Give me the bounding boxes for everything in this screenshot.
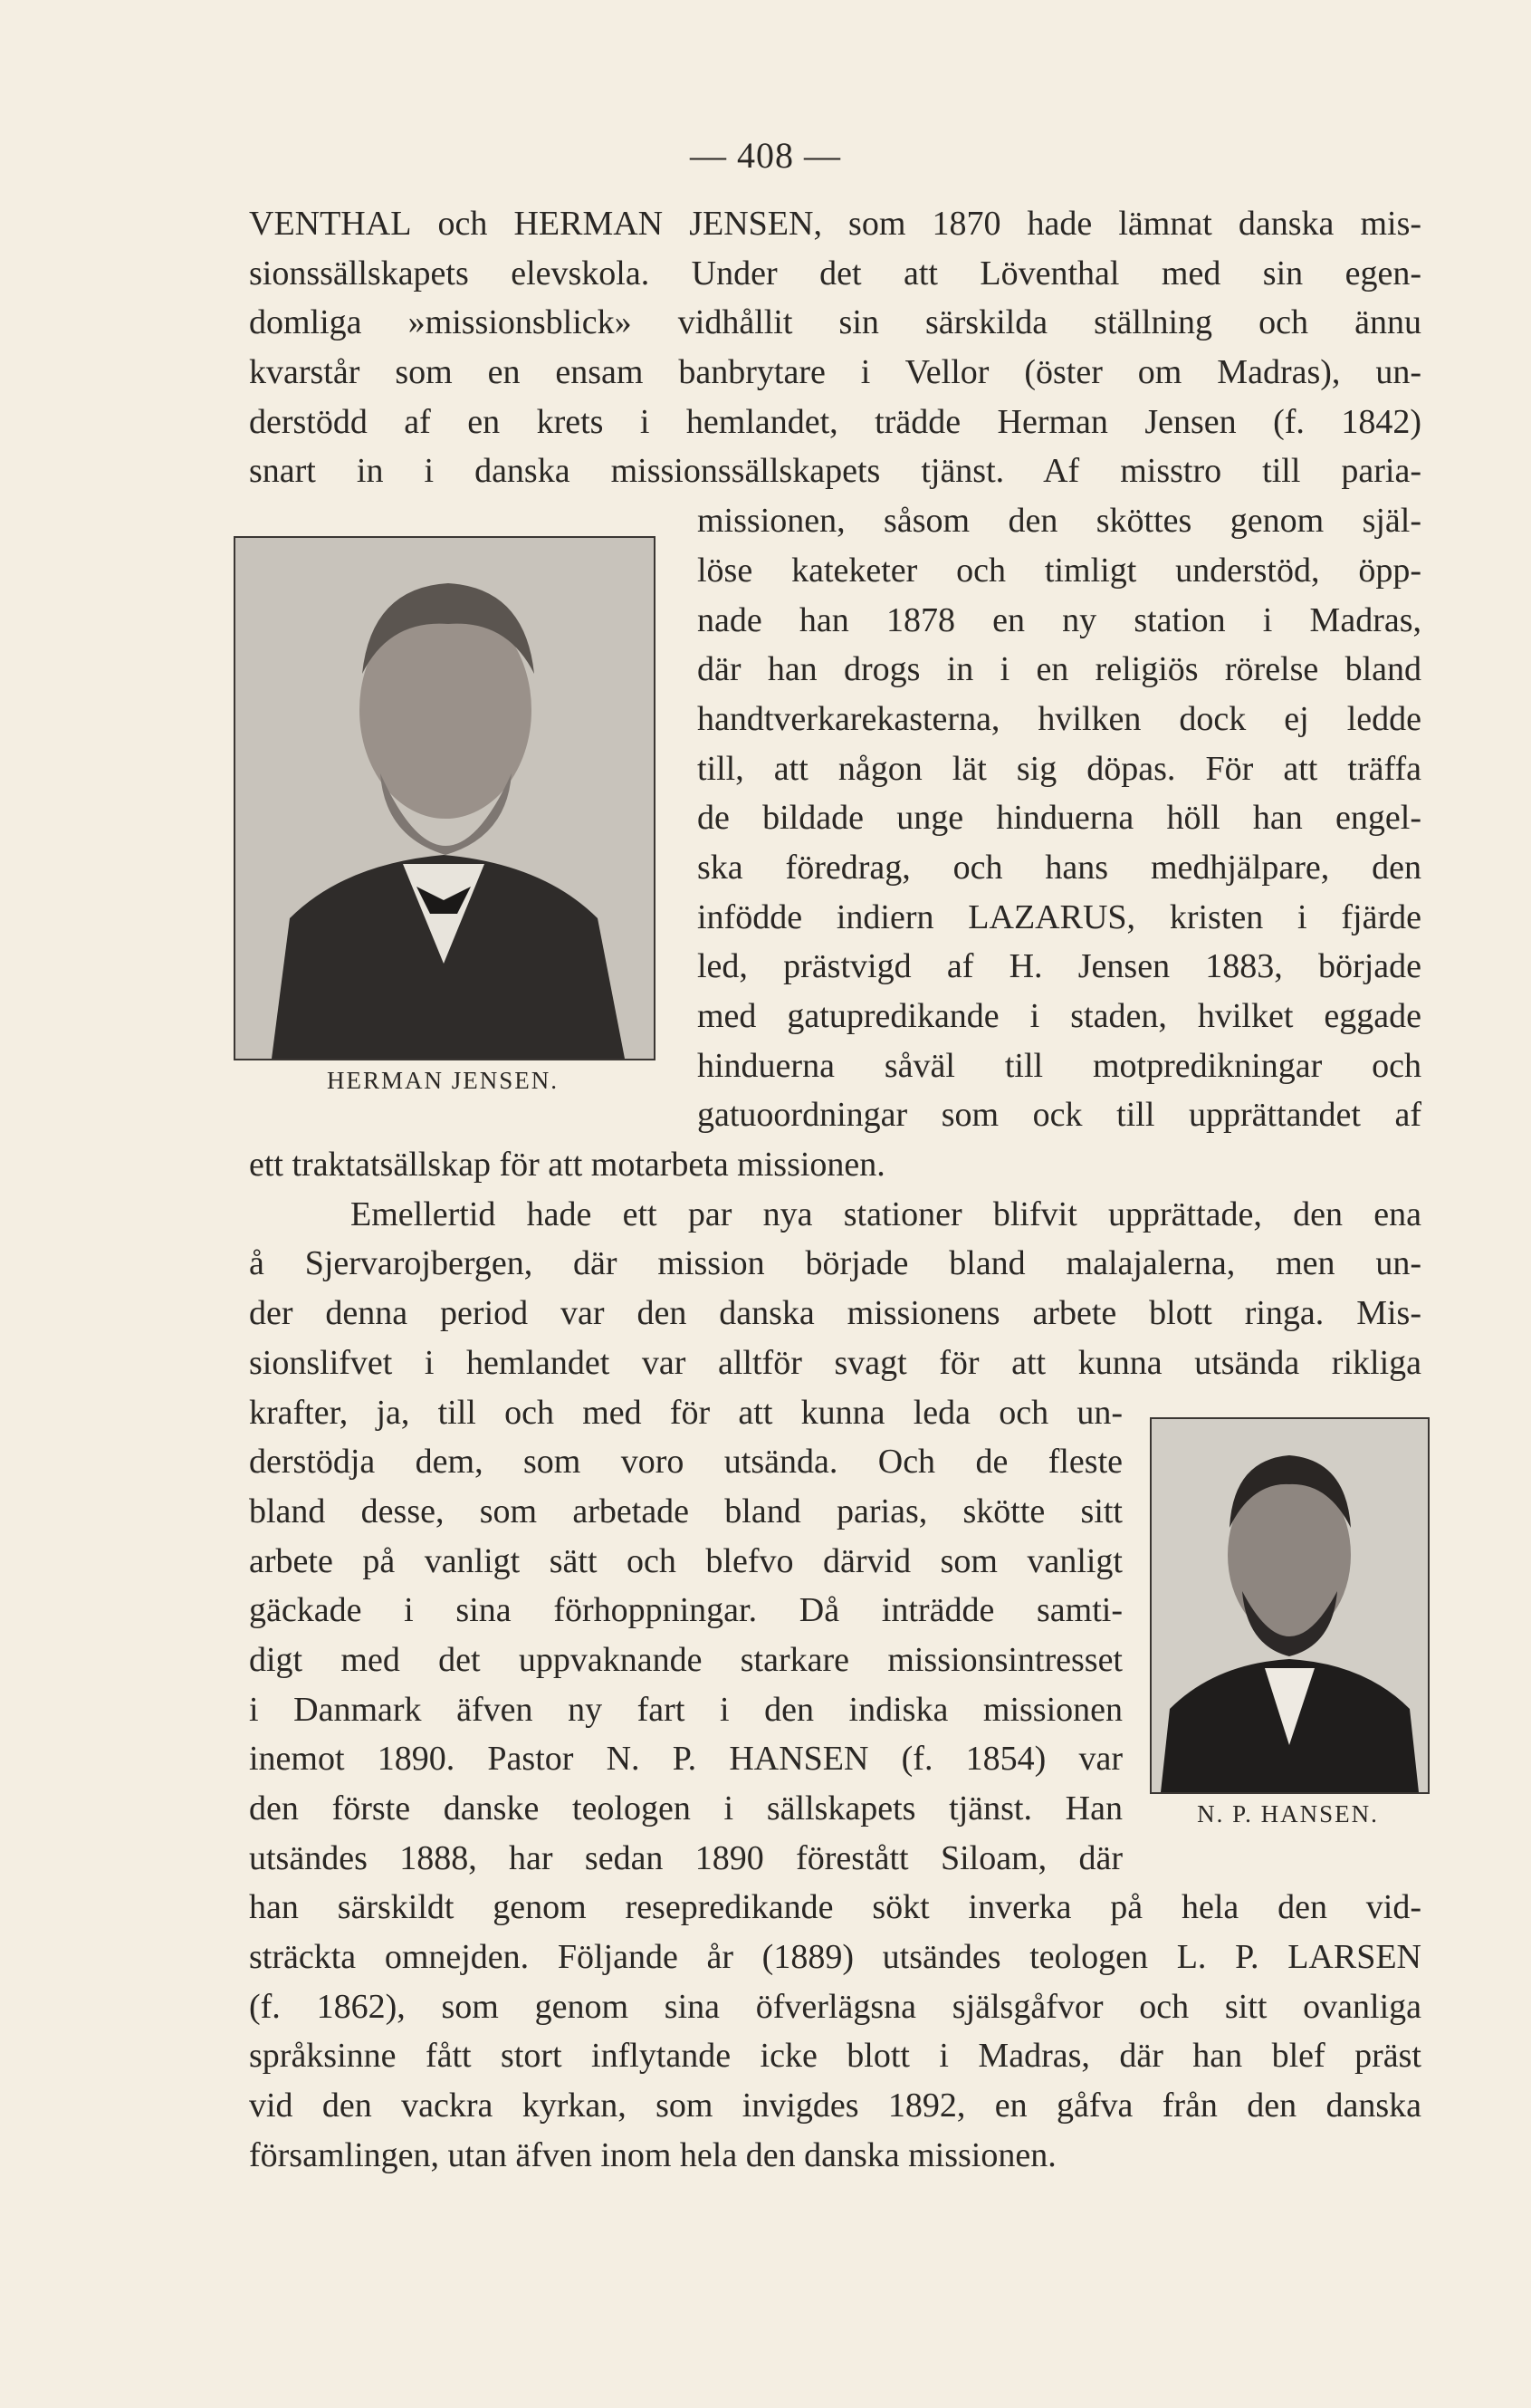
caption-herman-jensen: HERMAN JENSEN. xyxy=(326,1067,559,1094)
text-line: församlingen, utan äfven inom hela den danska missionen. xyxy=(249,2135,1057,2174)
text-line: missionen, såsom den sköttes genom själ- xyxy=(697,502,1421,541)
text-line: VENTHAL och HERMAN JENSEN, som 1870 hade lämnat danska mis- xyxy=(249,205,1421,243)
text-line: sionssällskapets elevskola. Under det att Löventhal med sin egen- xyxy=(249,254,1421,293)
text-line: gäckade i sina förhoppningar. Då inträdde samti- xyxy=(249,1591,1123,1630)
page-number: — 408 — xyxy=(690,135,841,176)
text-line: kvarstår som en ensam banbrytare i Vellor (öster om Madras), un- xyxy=(249,353,1421,392)
text-line: med gatupredikande i staden, hvilket eggade xyxy=(697,997,1421,1035)
text-line: nade han 1878 en ny station i Madras, xyxy=(697,600,1421,639)
text-line: ska föredrag, och hans medhjälpare, den xyxy=(697,848,1421,887)
text-line: (f. 1862), som genom sina öfverlägsna själsgåfvor och sitt ovanliga xyxy=(249,1987,1421,2026)
text-line: hinduerna såväl till motpredikningar och xyxy=(697,1046,1421,1085)
text-line: derstödja dem, som voro utsända. Och de fleste xyxy=(249,1443,1123,1482)
text-line: digt med det uppvaknande starkare missionsintresset xyxy=(249,1640,1123,1679)
text-line: derstödd af en krets i hemlandet, trädde Herman Jensen (f. 1842) xyxy=(249,402,1421,441)
text-line: krafter, ja, till och med för att kunna leda och un- xyxy=(249,1393,1123,1432)
text-line: utsändes 1888, har sedan 1890 förestått Siloam, där xyxy=(249,1838,1123,1877)
text-line: inemot 1890. Pastor N. P. HANSEN (f. 1854) var xyxy=(249,1740,1123,1779)
text-line: i Danmark äfven ny fart i den indiska missionen xyxy=(249,1690,1123,1729)
text-line: språksinne fått stort inflytande icke blott i Madras, där han blef präst xyxy=(249,2037,1421,2076)
text-line: där han drogs in i en religiös rörelse bland xyxy=(697,650,1421,689)
text-line: infödde indiern LAZARUS, kristen i fjärde xyxy=(697,897,1421,936)
text-line: ett traktatsällskap för att motarbeta missionen. xyxy=(249,1146,885,1185)
text-line: sionslifvet i hemlandet var alltför svagt för att kunna utsända rikliga xyxy=(249,1343,1421,1382)
text-line: vid den vackra kyrkan, som invigdes 1892, en gåfva från den danska xyxy=(249,2087,1421,2125)
text-line: bland desse, som arbetade bland parias, skötte sitt xyxy=(249,1492,1123,1530)
text-line: handtverkarekasterna, hvilken dock ej ledde xyxy=(697,699,1421,738)
text-line: sträckta omnejden. Följande år (1889) utsändes teologen L. P. LARSEN xyxy=(249,1938,1421,1977)
text-line: domliga »missionsblick» vidhållit sin särskilda ställning och ännu xyxy=(249,303,1421,342)
text-line: den förste danske teologen i sällskapets tjänst. Han xyxy=(249,1789,1123,1828)
text-line: der denna period var den danska missionens arbete blott ringa. Mis- xyxy=(249,1294,1421,1333)
text-line: till, att någon lät sig döpas. För att träffa xyxy=(697,749,1421,788)
text-line: led, prästvigd af H. Jensen 1883, började xyxy=(697,947,1421,986)
body-text xyxy=(249,199,1421,2181)
text-line: snart in i danska missionssällskapets tjänst. Af misstro till paria- xyxy=(249,452,1421,491)
text-line: arbete på vanligt sätt och blefvo därvid som vanligt xyxy=(249,1541,1123,1580)
text-line: de bildade unge hinduerna höll han engel- xyxy=(697,799,1421,838)
caption-np-hansen: N. P. HANSEN. xyxy=(1197,1800,1379,1828)
text-line: gatuoordningar som ock till upprättandet af xyxy=(697,1096,1421,1135)
text-line: löse kateketer och timligt understöd, öpp- xyxy=(697,551,1421,590)
text-line: å Sjervarojbergen, där mission började bland malajalerna, men un- xyxy=(249,1244,1421,1283)
text-line: han särskildt genom resepredikande sökt inverka på hela den vid- xyxy=(249,1888,1421,1927)
text-line: Emellertid hade ett par nya stationer blifvit upprättade, den ena xyxy=(350,1194,1421,1233)
